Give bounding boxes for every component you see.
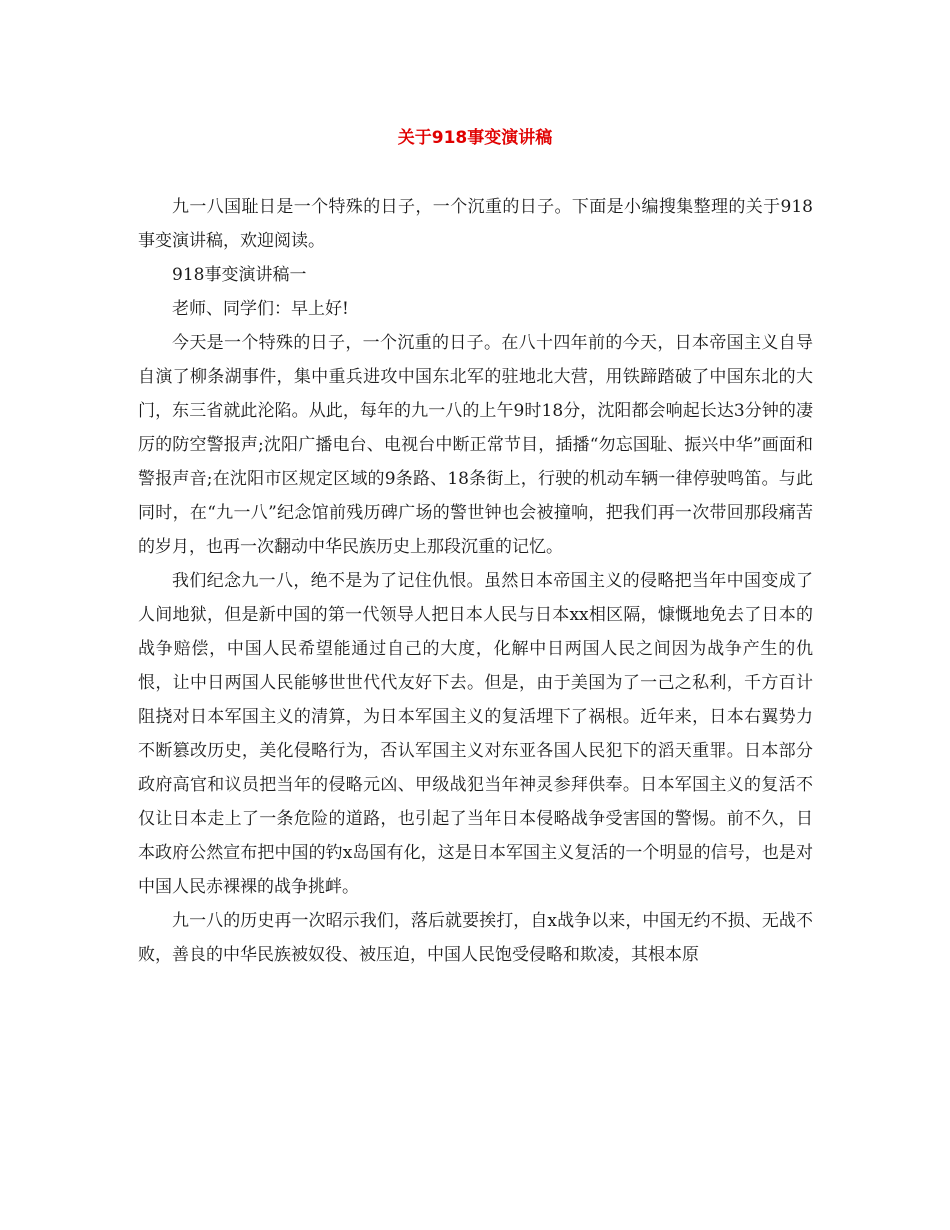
paragraph-body-2: 我们纪念九一八，绝不是为了记住仇恨。虽然日本帝国主义的侵略把当年中国变成了人间地狱，但是新中国的第一代领导人把日本人民与日本xx相区隔，慷慨地免去了日本的战争赔偿，中国人民希望能通过自己的大度，化解中日两国人民之间因为战争产生的仇恨，让中日两国人民能够世世代代友好下去。但是，由于美国为了一己之私利，千方百计阻挠对日本军国主义的清算，为日本军国主义的复活埋下了祸根。近年来，日本右翼势力不断篡改历史，美化侵略行为，否认军国主义对东亚各国人民犯下的滔天重罪。日本部分政府高官和议员把当年的侵略元凶、甲级战犯当年神灵参拜供奉。日本军国主义的复活不仅让日本走上了一条危险的道路，也引起了当年日本侵略战争受害国的警惕。前不久，日本政府公然宣布把中国的钓x岛国有化，这是日本军国主义复活的一个明显的信号，也是对中国人民赤裸裸的战争挑衅。	[138, 571, 813, 897]
document-title: 关于918事变演讲稿	[397, 128, 553, 148]
paragraph-intro: 九一八国耻日是一个特殊的日子，一个沉重的日子。下面是小编搜集整理的关于918事变演讲稿，欢迎阅读。	[138, 197, 813, 251]
document-body	[138, 190, 813, 972]
paragraph-speech-heading: 918事变演讲稿一	[172, 265, 307, 285]
paragraph-body-1: 今天是一个特殊的日子，一个沉重的日子。在八十四年前的今天，日本帝国主义自导自演了柳条湖事件，集中重兵进攻中国东北军的驻地北大营，用铁蹄踏破了中国东北的大门，东三省就此沦陷。从此，每年的九一八的上午9时18分，沈阳都会响起长达3分钟的凄厉的防空警报声;沈阳广播电台、电视台中断正常节目，插播“勿忘国耻、振兴中华”画面和警报声音;在沈阳市区规定区域的9条路、18条街上，行驶的机动车辆一律停驶鸣笛。与此同时，在“九一八”纪念馆前残历碑广场的警世钟也会被撞响，把我们再一次带回那段痛苦的岁月，也再一次翻动中华民族历史上那段沉重的记忆。	[138, 333, 813, 557]
paragraph-greeting: 老师、同学们：早上好!	[172, 299, 349, 319]
paragraph-body-3: 九一八的历史再一次昭示我们，落后就要挨打，自x战争以来，中国无约不损、无战不败，善良的中华民族被奴役、被压迫，中国人民饱受侵略和欺凌，其根本原	[138, 911, 813, 965]
